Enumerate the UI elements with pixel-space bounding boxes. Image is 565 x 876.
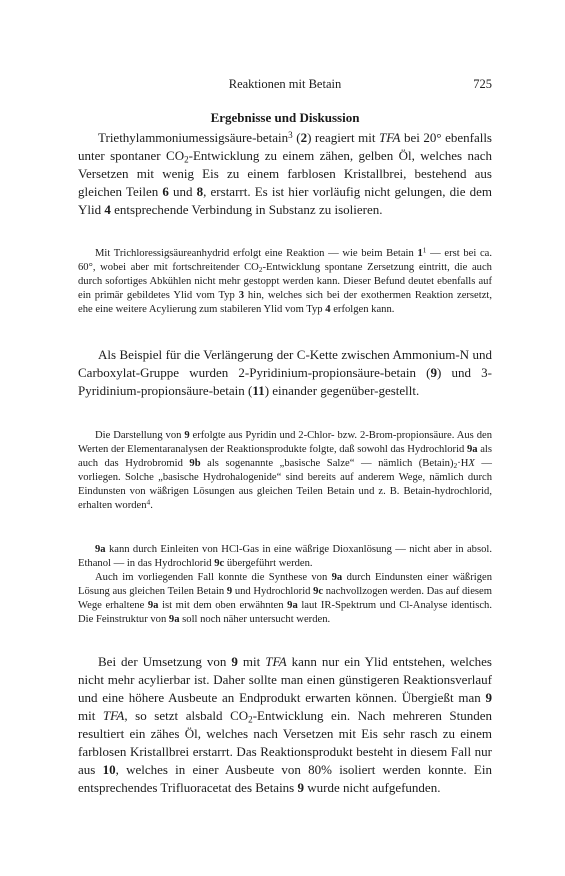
paragraph-5: 9a kann durch Einleiten von HCl-Gas in eine wäßrige Dioxanlösung — nicht aber in absol. Ethanol — in das Hydrochlorid 9c übergeführt werden. bbox=[78, 544, 492, 569]
running-title: Reaktionen mit Betain bbox=[228, 77, 342, 91]
page-number: 725 bbox=[473, 77, 492, 91]
paragraph-1: Triethylammoniumessigsäure-betain$^3$ (2) reagiert mit TFA bei 20° ebenfalls unter spontaner $CO_2$-Entwicklung zu einem zähen, gelben Öl, welches nach Versetzen mit wenig Eis zu einem farblosen Kristallbrei, bestehend aus gleichen Teilen 6 und 8, erstarrt. Es ist hier vorläufig nicht gelungen, die dem Ylid 4 entsprechende Verbindung in Substanz zu isolieren. bbox=[78, 129, 493, 217]
paragraph-6: Auch im vorliegenden Fall konnte die Synthese von 9a durch Eindunsten einer wäßrigen Lösung aus gleichen Teilen Betain 9 und Hydrochlorid 9c nachvollzogen werden. Das auf diesem Wege erhaltene 9a ist mit dem oben erwähnten 9a laut IR-Spektrum und Cl-Analyse identisch. Die Feinstruktur von 9a soll noch näher untersucht werden. bbox=[78, 572, 493, 625]
paragraph-2: Mit Trichloressigsäureanhydrid erfolgt eine Reaktion — wie beim Betain $1^1$ — erst bei ca. 60°, wobei aber mit fortschreitender $CO_2$-Entwicklung spontane Zersetzung eintritt, die auch durch sofortiges Abkühlen nicht mehr gestoppt werden kann. Dieser Befund deutet ebenfalls auf ein primär gebildetes Ylid vom Typ 3 hin, welches sich bei der exothermen Reaktion zersetzt, ehe eine weitere Acylierung zum stabileren Ylid vom Typ 4 erfolgen kann. bbox=[78, 245, 492, 315]
paragraph-4: Die Darstellung von 9 erfolgte aus Pyridin und 2-Chlor- bzw. 2-Brom-propionsäure. Aus den Werten der Elementaranalysen der Reaktionsprodukte folgte, daß sowohl das Hydrochlorid 9a als auch das Hydrobromid 9b als sogenannte „basische Salze“ — nämlich $(Betain)_2\cdot HX$ — vorliegen. Solche „basische Hydrohalogenide“ sind bereits auf anderem Wege, nämlich durch Eindunsten von wäßrigen Lösungen aus gleichen Teilen Betain und z. B. Betain-hydrochlorid, erhalten worden$^4$. bbox=[78, 430, 492, 511]
running-header bbox=[78, 77, 492, 93]
paragraph-7: Bei der Umsetzung von 9 mit TFA kann nur ein Ylid entstehen, welches nicht mehr acylierbar ist. Daher sollte man einen günstigeren Reaktionsverlauf und eine höhere Ausbeute an Endprodukt erwarten können. Übergießt man 9 mit TFA, so setzt alsbald $CO_2$-Entwicklung ein. Nach mehreren Stunden resultiert ein zähes Öl, welches nach Versetzen mit Eis sehr rasch zu einem farblosen Kristallbrei erstarrt. Das Reaktionsprodukt besteht in diesem Fall nur aus 10, welches in einer Ausbeute von 80% isoliert werden konnte. Ein entsprechendes Trifluoracetat des Betains 9 wurde nicht aufgefunden. bbox=[78, 654, 493, 795]
paragraph-3: Als Beispiel für die Verlängerung der C-Kette zwischen Ammonium-N und Carboxylat-Gruppe wurden 2-Pyridinium-propionsäure-betain (9) und 3-Pyridinium-propionsäure-betain (11) einander gegenüber-gestellt. bbox=[78, 347, 492, 398]
section-heading: Ergebnisse und Diskussion bbox=[210, 110, 360, 125]
